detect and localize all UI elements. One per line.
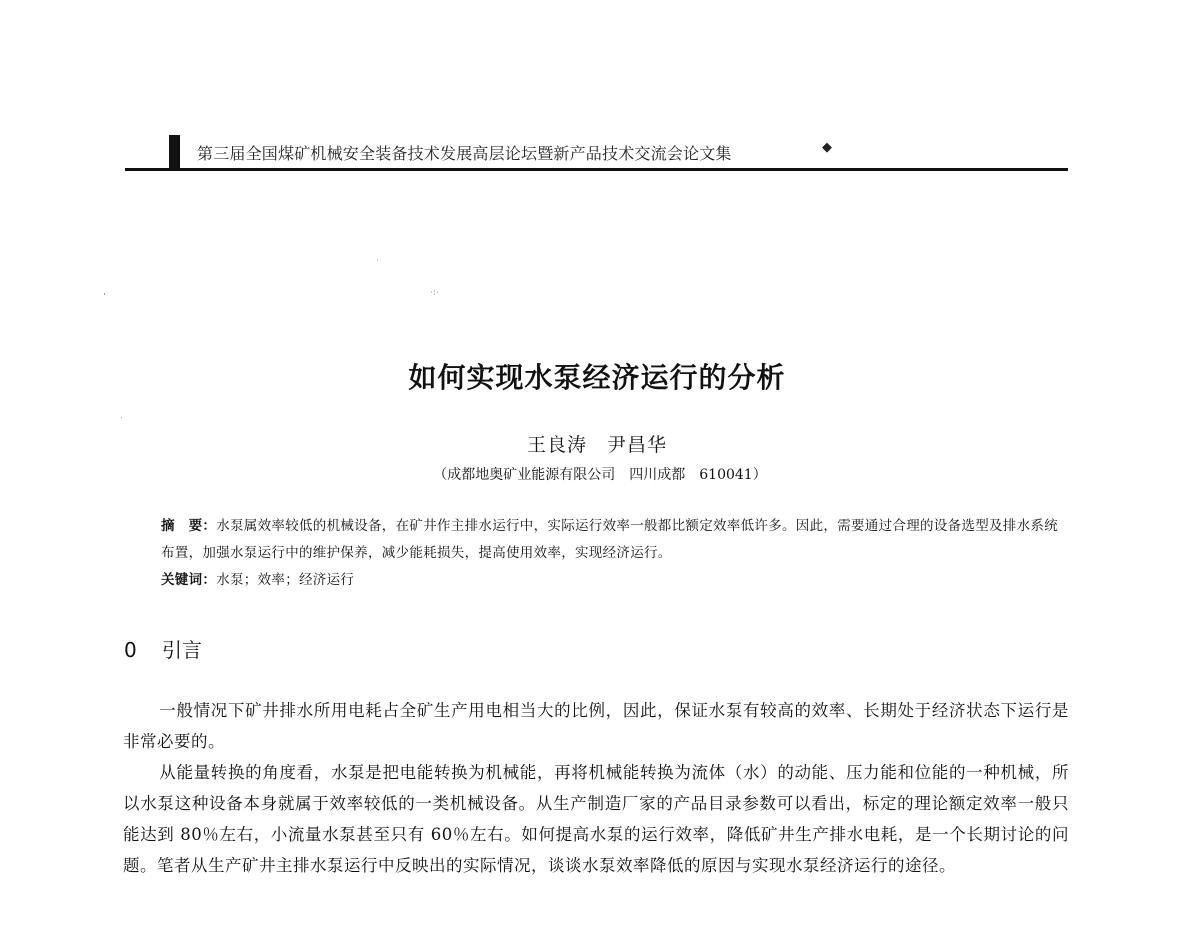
header-rule <box>125 168 1068 171</box>
header-bar <box>169 135 180 168</box>
paper-affiliation: （成都地奥矿业能源有限公司 四川成都 610041） <box>433 467 767 483</box>
section-heading <box>124 634 202 663</box>
abstract-label: 摘 要： <box>161 518 217 534</box>
abstract-block <box>125 513 1070 594</box>
scan-speck: · <box>376 256 379 266</box>
keywords-label: 关键词： <box>161 572 217 588</box>
paper-authors: 王良涛 尹昌华 <box>526 434 667 456</box>
body-paragraph: 从能量转换的角度看，水泵是把电能转换为机械能，再将机械能转换为流体（水）的动能、压力能和位能的一种机械，所以水泵这种设备本身就属于效率较低的一类机械设备。从生产制造厂家的产品目录参数可以看出，标定的理论额定效率一般只能达到 80％左右，小流量水泵甚至只有 60％左右。如何提高水泵的运行效率，降低矿井生产排水电耗，是一个长期讨论的问题。笔者从生产矿井主排水泵运行中反映出的实际情况，谈谈水泵效率降低的原因与实现水泵经济运行的途径。 <box>123 763 1069 875</box>
abstract-text: 水泵属效率较低的机械设备，在矿井作主排水运行中，实际运行效率一般都比额定效率低许多。因此，需要通过合理的设备选型及排水系统布置，加强水泵运行中的维护保养，减少能耗损失，提高使用效率，实现经济运行。 <box>161 518 1059 561</box>
running-header: 第三届全国煤矿机械安全装备技术发展高层论坛暨新产品技术交流会论文集 <box>197 144 732 163</box>
abstract-paragraph <box>125 513 1070 567</box>
scan-speck: ·:· <box>430 288 439 298</box>
section-title: 引言 <box>162 638 202 662</box>
scan-speck: · <box>120 414 123 424</box>
scan-speck: · <box>103 290 106 300</box>
header-diamond-icon: ◆ <box>822 140 832 155</box>
keywords-text: 水泵；效率；经济运行 <box>216 572 355 588</box>
body-paragraph: 一般情况下矿井排水所用电耗占全矿生产用电相当大的比例，因此，保证水泵有较高的效率、长期处于经济状态下运行是非常必要的。 <box>123 701 1069 751</box>
keywords-line <box>125 567 1070 594</box>
section-number: 0 <box>124 638 137 662</box>
paper-title: 如何实现水泵经济运行的分析 <box>408 361 786 394</box>
body-text <box>123 695 1069 881</box>
